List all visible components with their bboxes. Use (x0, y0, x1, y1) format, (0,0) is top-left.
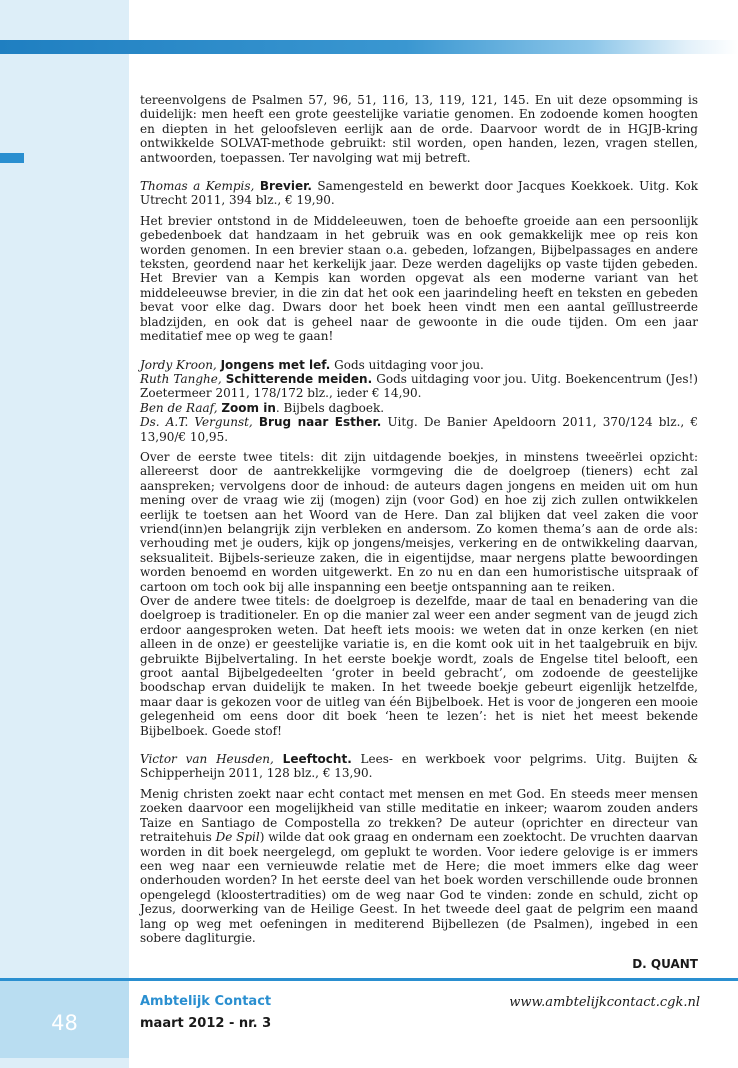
side-marker (0, 153, 24, 163)
journal-issue: maart 2012 - nr. 3 (140, 1016, 272, 1031)
book-author: Ruth Tanghe, (140, 371, 222, 386)
journal-title: Ambtelijk Contact (140, 994, 272, 1009)
book-title: Brug naar Esther. (258, 415, 382, 430)
paragraph: Het brevier ontstond in de Middeleeuwen, toen de behoefte groeide aan een persoonlijk gebedenboek dat handzaam in het gebruik was en ook gemakkelijk mee op reis kon worden genomen. In een brevier staan o.a. gebeden, lofzangen, Bijbelpassages en andere teksten, geordend naar het kerkelijk jaar. Deze werden dagelijks op vaste tijden gebeden. Het Brevier van a Kempis kan worden opgevat als een moderne variant van het middeleeuwse brevier, in die zin dat het ook een jaarindeling heeft en teksten en gebeden bevat voor elke dag. Dwars door het boek heen vindt men een aantal geïllustreerde bladzijden, en ook dat is geheel naar de gewoonte in die oude tijden. Om een jaar meditatief mee op weg te gaan! (140, 213, 698, 344)
book-details: Gods uitdaging voor jou. (330, 357, 484, 372)
book-details: Samengesteld en bewerkt door Jacques Koekkoek. Uitg. Kok Utrecht 2011, 394 blz., € 19,90. (140, 179, 698, 208)
website-link[interactable]: www.ambtelijkcontact.cgk.nl (509, 995, 700, 1010)
book-author: Victor van Heusden, (140, 752, 274, 767)
book-author: Ds. A.T. Vergunst, (140, 415, 253, 430)
paragraph: Over de andere twee titels: de doelgroep is dezelfde, maar de taal en benadering van die doelgroep is traditioneler. En op die manier zal weer een ander segment van de jeugd zich erdoor aangesproken weten. Dat heeft iets moois: we weten dat in onze kerken (en niet alleen in de onze) er geestelijke variatie is, en die komt ook uit in het taalgebruik en bijv. gebruikte Bijbelvertaling. In het eerste boekje wordt, zoals de Engelse titel belooft, een groot aantal Bijbelgedeelten ‘groter in beeld gebracht’, om zodoende de geestelijke boodschap ervan duidelijk te maken. In het tweede boekje gebeurt eigenlijk hetzelfde, maar daar is gekozen voor de uitleg van één Bijbelboek. Het is voor de jongeren een mooie gelegenheid om eens door dit boek ‘heen te lezen’: het is niet het meest bekende Bijbelboek. Goede stof! (140, 594, 698, 738)
book-title: Zoom in (221, 400, 276, 415)
book-title: Brevier. (259, 179, 312, 194)
book-title: Schitterende meiden. (225, 371, 373, 386)
book-author: Thomas a Kempis, (140, 179, 255, 194)
book-entry (140, 415, 698, 444)
book-details: Gods uitdaging voor jou. Uitg. Boekencentrum (Jes!) Zoetermeer 2011, 178/172 blz., ieder € 14,90. (140, 371, 698, 401)
book-title: Jongens met lef. (220, 357, 331, 372)
article-body (140, 93, 698, 972)
book-details: Uitg. De Banier Apeldoorn 2011, 370/124 blz., € 13,90/€ 10,95. (140, 415, 698, 444)
paragraph: Over de eerste twee titels: dit zijn uitdagende boekjes, in minstens tweeërlei opzicht: allereerst door de aantrekkelijke vormgeving die de doelgroep (tieners) echt zal aanspreken; vervolgens door de inhoud: de auteurs dagen jongens en meiden uit om hun mening over de vraag wie zij (mogen) zijn (voor God) en hoe zij zich zullen ontwikkelen eerlijk te toetsen aan het Woord van de Here. Dan zal blijken dat veel zaken die voor vriend(inn)en belangrijk zijn verbleken en andersom. Zo komen thema’s aan de orde als: verhouding met je ouders, kijk op jongens/meisjes, verkering en de ontwikkeling daarvan, seksualiteit. Bijbels-serieuze zaken, die in eigentijdse, maar nergens platte bewoordingen worden benoemd en worden uitgewerkt. En zo nu en dan een humoristische uitspraak of cartoon om toch ook bij alle inspanning een beetje ontspanning aan te reiken. (140, 449, 698, 594)
book-entry (140, 401, 698, 415)
book-details: Lees- en werkboek voor pelgrims. Uitg. Buijten & Schipperheijn 2011, 128 blz., € 13,90. (140, 752, 698, 781)
book-entry (140, 179, 698, 208)
author-signature: D. QUANT (632, 957, 698, 972)
book-details: . Bijbels dagboek. (275, 400, 385, 415)
book-author: Ben de Raaf, (140, 400, 218, 415)
book-title: Leeftocht. (282, 752, 352, 767)
paragraph: tereenvolgens de Psalmen 57, 96, 51, 116, 13, 119, 121, 145. En uit deze opsomming is duidelijk: men heeft een grote geestelijke variatie genomen. En zodoende komen hoogten en diepten in het geloofsleven eerlijk aan de orde. Daarvoor wordt de in HGJB-kring ontwikkelde SOLVAT-methode gebruikt: stil worden, open handen, lezen, vragen stellen, antwoorden, toepassen. Ter navolging wat mij betreft. (140, 93, 698, 165)
paragraph: Menig christen zoekt naar echt contact met mensen en met God. En steeds meer mensen zoeken daarvoor een mogelijkheid van stille meditatie en inkeer; waarom zouden anders Taize en Santiago de Compostella zo trekken? De auteur (oprichter en directeur van retraitehuis De Spil) wilde dat ook graag en ondernam een zoektocht. De vruchten daarvan worden in dit boek neergelegd, om geplukt te worden. Voor iedere gelovige is er immers een weg naar een vernieuwde relatie met de Here; die moet immers elke dag weer onderhouden worden? In het eerste deel van het boek worden verschillende oude bronnen opengelegd (kloostertradities) om de weg naar God te vinden: zonde en schuld, zicht op Jezus, doorwerking van de Heilige Geest. In het tweede deel gaat de pelgrim een maand lang op weg met oefeningen in mediterend Bijbellezen (de Psalmen), ingebed in een sobere dagliturgie. (140, 786, 698, 945)
header-gradient-bar (0, 40, 738, 54)
page-number: 48 (51, 1011, 78, 1035)
book-entry (140, 752, 698, 781)
emphasis: De Spil (215, 830, 260, 845)
book-entry (140, 358, 698, 372)
book-author: Jordy Kroon, (140, 357, 217, 372)
book-entry (140, 372, 698, 401)
